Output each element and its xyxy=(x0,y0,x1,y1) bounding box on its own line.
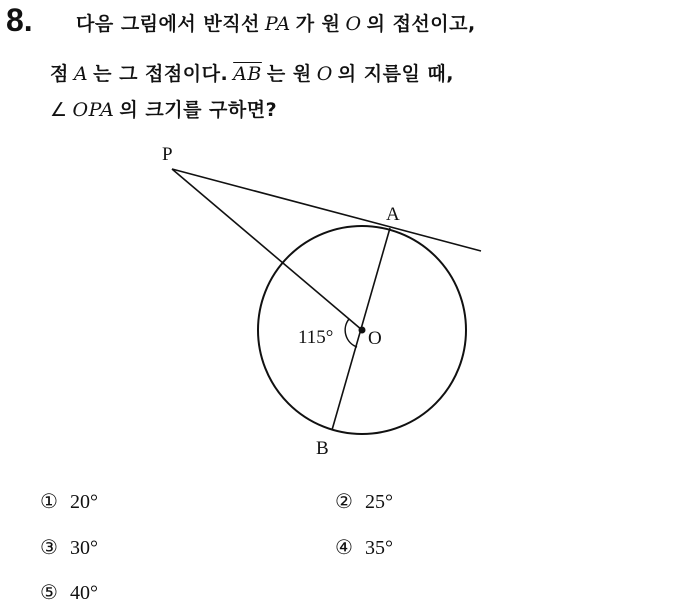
tangent-ray-pa xyxy=(172,169,481,251)
text: 의 지름일 때, xyxy=(337,63,454,85)
choice-value: 30° xyxy=(70,537,98,559)
choice-value: 35° xyxy=(365,537,393,559)
text: 가 원 xyxy=(295,13,341,35)
geometry-figure xyxy=(150,140,490,470)
text: 는 원 xyxy=(266,63,312,85)
math-angle: OPA xyxy=(72,99,115,121)
angle-symbol: ∠ xyxy=(50,99,68,121)
text: 는 그 접점이다. xyxy=(93,63,229,85)
choice-4[interactable] xyxy=(335,535,393,561)
math-ray: PA xyxy=(264,13,291,35)
question-line-1 xyxy=(76,10,476,38)
choice-value: 25° xyxy=(365,491,393,513)
angle-arc xyxy=(345,319,357,347)
math-circle: O xyxy=(316,63,333,85)
math-point: A xyxy=(73,63,89,85)
choice-number: ① xyxy=(40,491,58,513)
choice-2[interactable] xyxy=(335,489,393,515)
label-o: O xyxy=(368,328,382,349)
choice-1[interactable] xyxy=(40,489,98,515)
choice-value: 20° xyxy=(70,491,98,513)
segment-po xyxy=(172,169,362,330)
text: 의 크기를 구하면? xyxy=(119,99,278,121)
question-line-3 xyxy=(50,96,277,124)
label-a: A xyxy=(386,204,400,225)
choice-3[interactable] xyxy=(40,535,98,561)
question-line-2 xyxy=(50,60,454,88)
choice-5[interactable] xyxy=(40,580,98,606)
angle-label: 115° xyxy=(298,327,334,348)
choice-number: ② xyxy=(335,491,353,513)
choice-number: ④ xyxy=(335,537,353,559)
math-segment: $\overline{AB}$ xyxy=(233,63,262,85)
choice-number: ⑤ xyxy=(40,582,58,604)
text: 다음 그림에서 반직선 xyxy=(76,13,260,35)
label-b: B xyxy=(316,438,329,459)
choice-number: ③ xyxy=(40,537,58,559)
center-point xyxy=(359,327,366,334)
label-p: P xyxy=(162,144,173,165)
math-circle: O xyxy=(345,13,362,35)
question-number: 8. xyxy=(6,2,33,38)
choice-value: 40° xyxy=(70,582,98,604)
text: 의 접선이고, xyxy=(366,13,476,35)
text: 점 xyxy=(50,63,69,85)
